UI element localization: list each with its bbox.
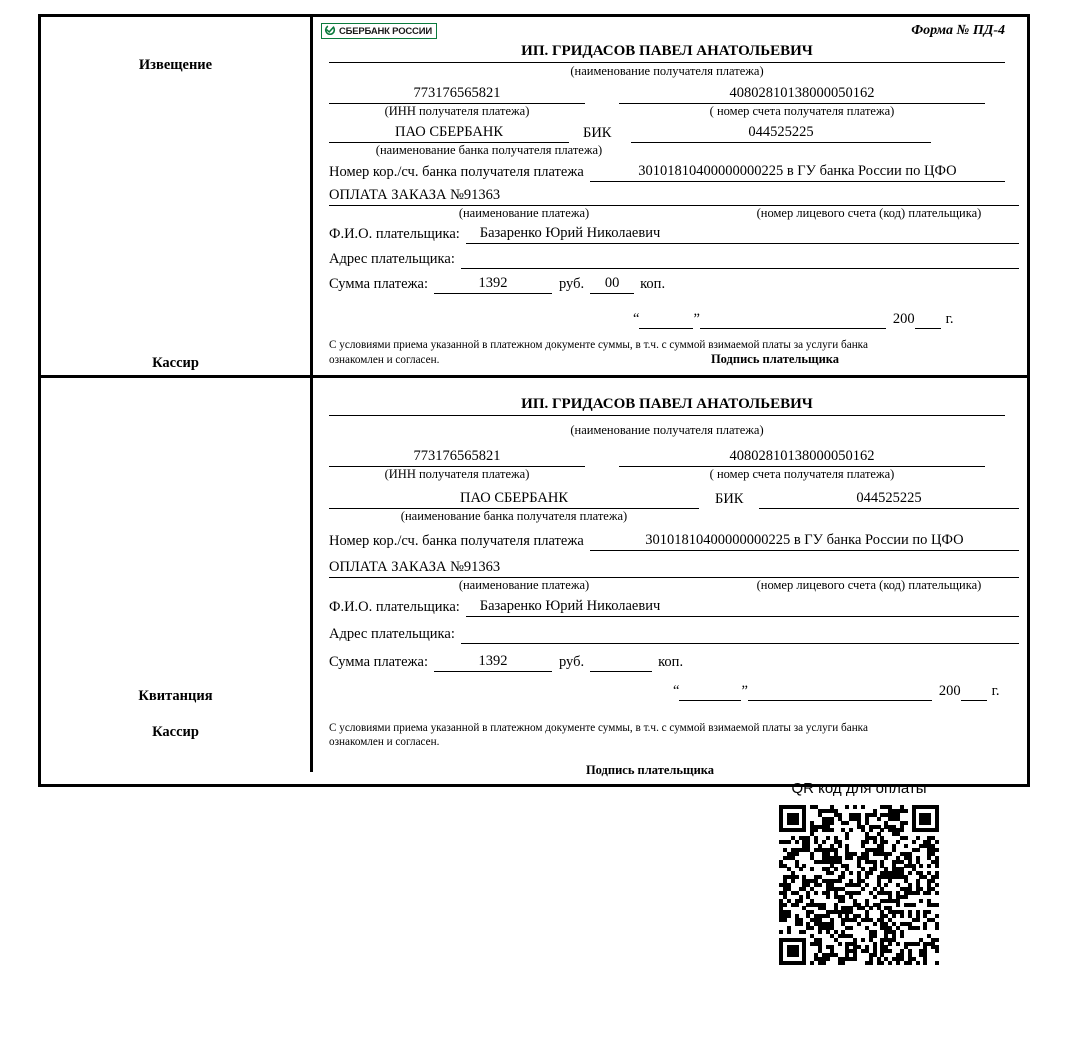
terms-line2-notice: ознакомлен и согласен. bbox=[329, 354, 440, 366]
corr-account-value-receipt: 30101810400000000225 в ГУ банка России по ЦФО bbox=[590, 532, 1019, 551]
terms-line1-notice: С условиями приема указанной в платежном документе суммы, в т.ч. с суммой взимаемой платы за услуги банка bbox=[329, 339, 868, 351]
qr-title: QR код для оплаты bbox=[791, 780, 927, 797]
date-quote-open-receipt: “ bbox=[673, 683, 680, 699]
sum-label-receipt: Сумма платежа: bbox=[329, 654, 428, 670]
notice-block bbox=[41, 17, 1027, 378]
sum-rub-value-notice: 1392 bbox=[434, 275, 552, 294]
corr-account-label-receipt: Номер кор./сч. банка получателя платежа bbox=[329, 533, 584, 549]
date-year-suffix-receipt: г. bbox=[991, 683, 1000, 699]
notice-right-column bbox=[313, 17, 1027, 375]
payer-name-value-notice: Базаренко Юрий Николаевич bbox=[466, 225, 1019, 244]
recipient-name-caption-receipt: (наименование получателя платежа) bbox=[570, 423, 764, 437]
payer-address-label-notice: Адрес плательщика: bbox=[329, 251, 455, 267]
date-quote-close-notice: ” bbox=[693, 311, 700, 327]
payer-address-label-receipt: Адрес плательщика: bbox=[329, 626, 455, 642]
receipt-label: Квитанция bbox=[138, 688, 213, 704]
cashier-label-notice: Кассир bbox=[152, 355, 199, 371]
personal-account-value-notice bbox=[719, 187, 1019, 206]
qr-section bbox=[766, 780, 952, 965]
bik-value-notice: 044525225 bbox=[631, 124, 931, 143]
kop-label-notice: коп. bbox=[640, 276, 666, 292]
date-year-prefix-notice: 200 bbox=[892, 311, 915, 327]
bik-value-receipt: 044525225 bbox=[759, 490, 1019, 509]
rub-label-receipt: руб. bbox=[559, 654, 585, 670]
inn-value-receipt: 773176565821 bbox=[329, 448, 585, 467]
receipt-right-column bbox=[313, 378, 1027, 784]
payment-purpose-caption-receipt: (наименование платежа) bbox=[458, 578, 590, 592]
payer-address-value-notice bbox=[461, 250, 1019, 269]
signature-label-receipt: Подпись плательщика bbox=[585, 763, 715, 777]
date-year-suffix-notice: г. bbox=[945, 311, 954, 327]
recipient-name-caption-notice: (наименование получателя платежа) bbox=[570, 64, 764, 78]
sum-label-notice: Сумма платежа: bbox=[329, 276, 428, 292]
payer-name-value-receipt: Базаренко Юрий Николаевич bbox=[466, 598, 1019, 617]
payment-purpose-caption-notice: (наименование платежа) bbox=[458, 206, 590, 220]
sberbank-logo-text: СБЕРБАНК РОССИИ bbox=[339, 26, 432, 37]
notice-label: Извещение bbox=[138, 57, 213, 73]
sberbank-logo-icon bbox=[324, 25, 336, 35]
account-value-receipt: 40802810138000050162 bbox=[619, 448, 985, 467]
corr-account-value-notice: 30101810400000000225 в ГУ банка России по ЦФО bbox=[590, 163, 1005, 182]
date-day-notice bbox=[639, 310, 693, 329]
bik-label-notice: БИК bbox=[583, 125, 612, 141]
payment-form bbox=[38, 14, 1030, 787]
bank-name-value-receipt: ПАО СБЕРБАНК bbox=[329, 490, 699, 509]
date-day-receipt bbox=[679, 682, 741, 701]
personal-account-caption-receipt: (номер лицевого счета (код) плательщика) bbox=[756, 578, 982, 592]
account-caption-receipt: ( номер счета получателя платежа) bbox=[709, 467, 895, 481]
signature-label-notice: Подпись плательщика bbox=[710, 352, 840, 366]
terms-line1-receipt: С условиями приема указанной в платежном документе суммы, в т.ч. с суммой взимаемой платы за услуги банка bbox=[329, 722, 868, 734]
sum-kop-value-notice: 00 bbox=[590, 275, 634, 294]
personal-account-caption-notice: (номер лицевого счета (код) плательщика) bbox=[756, 206, 982, 220]
sum-rub-value-receipt: 1392 bbox=[434, 653, 552, 672]
bank-name-caption-notice: (наименование банка получателя платежа) bbox=[375, 143, 603, 157]
date-month-receipt bbox=[748, 682, 932, 701]
bik-label-receipt: БИК bbox=[715, 491, 744, 507]
payment-purpose-value-receipt: ОПЛАТА ЗАКАЗА №91363 bbox=[329, 559, 719, 578]
account-value-notice: 40802810138000050162 bbox=[619, 85, 985, 104]
inn-caption-receipt: (ИНН получателя платежа) bbox=[384, 467, 530, 481]
date-month-notice bbox=[700, 310, 886, 329]
date-year-prefix-receipt: 200 bbox=[938, 683, 961, 699]
qr-code-image bbox=[779, 805, 939, 965]
date-year-notice bbox=[915, 310, 941, 329]
inn-value-notice: 773176565821 bbox=[329, 85, 585, 104]
payer-name-label-receipt: Ф.И.О. плательщика: bbox=[329, 599, 460, 615]
terms-line2-receipt: ознакомлен и согласен. bbox=[329, 736, 440, 748]
notice-header-row bbox=[321, 23, 1019, 41]
receipt-block bbox=[41, 378, 1027, 784]
payer-address-value-receipt bbox=[461, 625, 1019, 644]
date-quote-open-notice: “ bbox=[633, 311, 640, 327]
payer-name-label-notice: Ф.И.О. плательщика: bbox=[329, 226, 460, 242]
corr-account-label-notice: Номер кор./сч. банка получателя платежа bbox=[329, 164, 584, 180]
personal-account-value-receipt bbox=[719, 559, 1019, 578]
recipient-name-notice: ИП. ГРИДАСОВ ПАВЕЛ АНАТОЛЬЕВИЧ bbox=[329, 43, 1005, 63]
sberbank-logo bbox=[321, 23, 437, 39]
bank-name-caption-receipt: (наименование банка получателя платежа) bbox=[400, 509, 628, 523]
notice-left-column bbox=[41, 17, 313, 375]
inn-caption-notice: (ИНН получателя платежа) bbox=[384, 104, 530, 118]
form-number: Форма № ПД-4 bbox=[911, 23, 1005, 38]
receipt-left-column bbox=[41, 378, 313, 772]
kop-label-receipt: коп. bbox=[658, 654, 684, 670]
bank-name-value-notice: ПАО СБЕРБАНК bbox=[329, 124, 569, 143]
recipient-name-receipt: ИП. ГРИДАСОВ ПАВЕЛ АНАТОЛЬЕВИЧ bbox=[329, 396, 1005, 416]
cashier-label-receipt: Кассир bbox=[152, 724, 199, 740]
date-year-receipt bbox=[961, 682, 987, 701]
payment-purpose-value-notice: ОПЛАТА ЗАКАЗА №91363 bbox=[329, 187, 719, 206]
sum-kop-value-receipt bbox=[590, 653, 652, 672]
date-quote-close-receipt: ” bbox=[741, 683, 748, 699]
account-caption-notice: ( номер счета получателя платежа) bbox=[709, 104, 895, 118]
rub-label-notice: руб. bbox=[559, 276, 585, 292]
